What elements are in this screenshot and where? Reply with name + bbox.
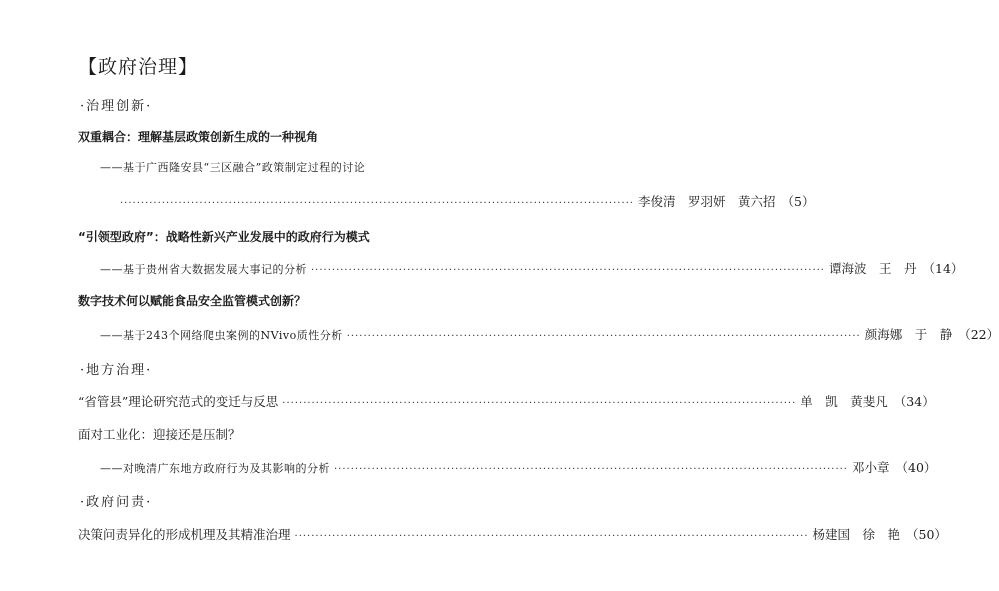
article-subtitle: ——对晚清广东地方政府行为及其影响的分析 <box>100 462 330 475</box>
article-title[interactable]: 面对工业化：迎接还是压制？ <box>78 427 241 442</box>
toc-entry-line <box>100 325 999 343</box>
toc-entry-line <box>78 392 935 410</box>
leader-dots: ··························································································································· <box>294 531 809 542</box>
page-number: （22） <box>958 327 999 342</box>
article-subtitle: ——基于243个网络爬虫案例的NVivo质性分析 <box>100 329 343 342</box>
leader-dots: ··························································································································· <box>282 398 797 409</box>
page-number: （5） <box>781 194 815 209</box>
article-subtitle: ——基于贵州省大数据发展大事记的分析 <box>100 263 307 276</box>
article-subtitle-line <box>100 159 552 175</box>
toc-entry-line <box>100 458 937 476</box>
article-subtitle: ——基于广西隆安县“三区融合”政策制定过程的讨论 <box>100 161 366 174</box>
article-authors: 颜海娜 于 静 <box>864 327 953 342</box>
page-number: （14） <box>922 261 964 276</box>
article-authors: 杨建国 徐 艳 <box>812 527 901 542</box>
article-authors: 谭海波 王 丹 <box>828 261 917 276</box>
toc-entry-line <box>78 525 947 543</box>
article-authors: 单 凯 黄斐凡 <box>800 394 888 409</box>
page-number: （40） <box>895 460 937 475</box>
subsection-heading: ·治理创新· <box>80 99 153 114</box>
page-number: （34） <box>893 394 935 409</box>
section-heading: 【政府治理】 <box>78 56 199 78</box>
toc-entry-line <box>100 259 964 277</box>
article-authors: 邓小章 <box>851 460 890 475</box>
toc-entry-line <box>116 192 815 210</box>
page-number: （50） <box>906 527 947 542</box>
leader-dots: ··························································································································· <box>311 265 825 276</box>
subsection-heading: ·政府问责· <box>80 495 153 510</box>
article-title[interactable]: 双重耦合：理解基层政策创新生成的一种视角 <box>78 130 319 144</box>
article-title[interactable]: “引领型政府”：战略性新兴产业发展中的政府行为模式 <box>78 230 370 244</box>
article-title[interactable]: “省管县”理论研究范式的变迁与反思 <box>78 394 279 409</box>
subsection-heading: ·地方治理· <box>80 363 153 378</box>
article-authors: 李俊清 罗羽妍 黄六招 <box>637 194 776 209</box>
article-title[interactable]: 决策问责异化的形成机理及其精准治理 <box>78 527 291 542</box>
leader-dots: ··························································································································· <box>346 331 861 342</box>
article-title[interactable]: 数字技术何以赋能食品安全监管模式创新？ <box>78 294 307 308</box>
leader-dots: ··························································································································· <box>334 464 848 475</box>
leader-dots: ··························································································································· <box>120 198 634 209</box>
